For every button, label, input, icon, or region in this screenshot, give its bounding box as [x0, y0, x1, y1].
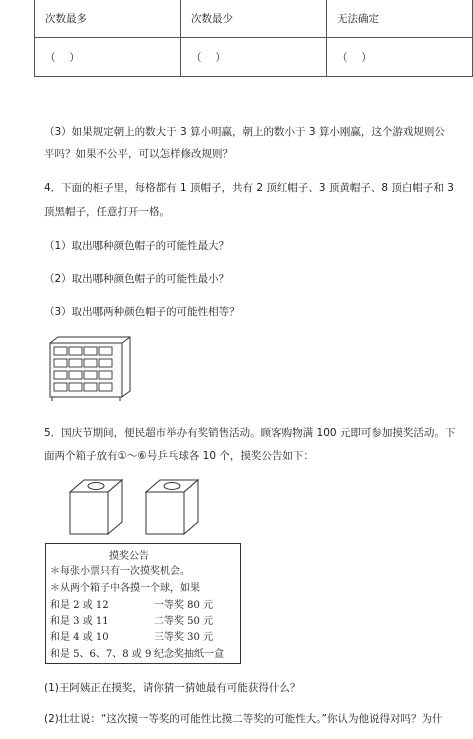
- answer-blank[interactable]: （ ）: [327, 38, 473, 77]
- table-header-least: 次数最少: [181, 0, 327, 38]
- notice-rule1: ＊每张小票只有一次摸奖机会。: [50, 566, 190, 577]
- answer-table: [34, 0, 473, 77]
- table-header-most: 次数最多: [35, 0, 181, 38]
- q5-line2: 面两个箱子放有①～⑥号乒乓球各 10 个，摸奖公告如下：: [44, 450, 314, 462]
- q5-sub2: (2)壮壮说：“这次摸一等奖的可能性比摸二等奖的可能性大。”你认为他说得对吗？为什: [44, 713, 443, 725]
- q4-sub1: （1）取出哪种颜色帽子的可能性最大？: [44, 240, 230, 252]
- hat-cabinet-image: [44, 335, 134, 405]
- table-header-uncertain: 无法确定: [327, 0, 473, 38]
- notice-title: 摸奖公告: [109, 551, 149, 562]
- q3-line2: 平吗？如果不公平，可以怎样修改规则？: [44, 148, 233, 160]
- table-row: [35, 0, 473, 38]
- notice-prize: 二等奖 50 元: [154, 616, 214, 627]
- prize-notice: [45, 543, 241, 664]
- q5-sub1: (1)王阿姨正在摸奖，请你猜一猜她最有可能获得什么？: [44, 682, 301, 694]
- notice-prize: 一等奖 80 元: [154, 600, 214, 611]
- q3-line1: （3）如果规定朝上的数大于 3 算小明赢，朝上的数小于 3 算小刚赢，这个游戏规则公: [44, 126, 445, 138]
- two-boxes-image: [66, 474, 216, 538]
- notice-rule2: ＊从两个箱子中各摸一个球，如果: [50, 583, 200, 594]
- notice-cond: 和是 5、6、7、8 或 9: [50, 649, 152, 660]
- notice-prize: 三等奖 30 元: [154, 632, 214, 643]
- q4-line2: 顶黑帽子，任意打开一格。: [44, 206, 170, 218]
- notice-cond: 和是 2 或 12: [50, 600, 109, 611]
- notice-cond: 和是 3 或 11: [50, 616, 109, 627]
- q4-sub2: （2）取出哪种颜色帽子的可能性最小？: [44, 273, 230, 285]
- q4-line1: 4．下面的柜子里，每格都有 1 顶帽子，共有 2 顶红帽子、3 顶黄帽子、8 顶白帽子和 3: [44, 182, 454, 194]
- table-row: [35, 38, 473, 77]
- answer-blank[interactable]: （ ）: [181, 38, 327, 77]
- q5-line1: 5．国庆节期间，便民超市举办有奖销售活动。顾客购物满 100 元即可参加摸奖活动。下: [44, 427, 456, 439]
- answer-blank[interactable]: （ ）: [35, 38, 181, 77]
- q4-sub3: （3）取出哪两种颜色帽子的可能性相等？: [44, 306, 240, 318]
- notice-cond: 和是 4 或 10: [50, 632, 109, 643]
- notice-prize: 纪念奖抽纸一盒: [154, 649, 224, 660]
